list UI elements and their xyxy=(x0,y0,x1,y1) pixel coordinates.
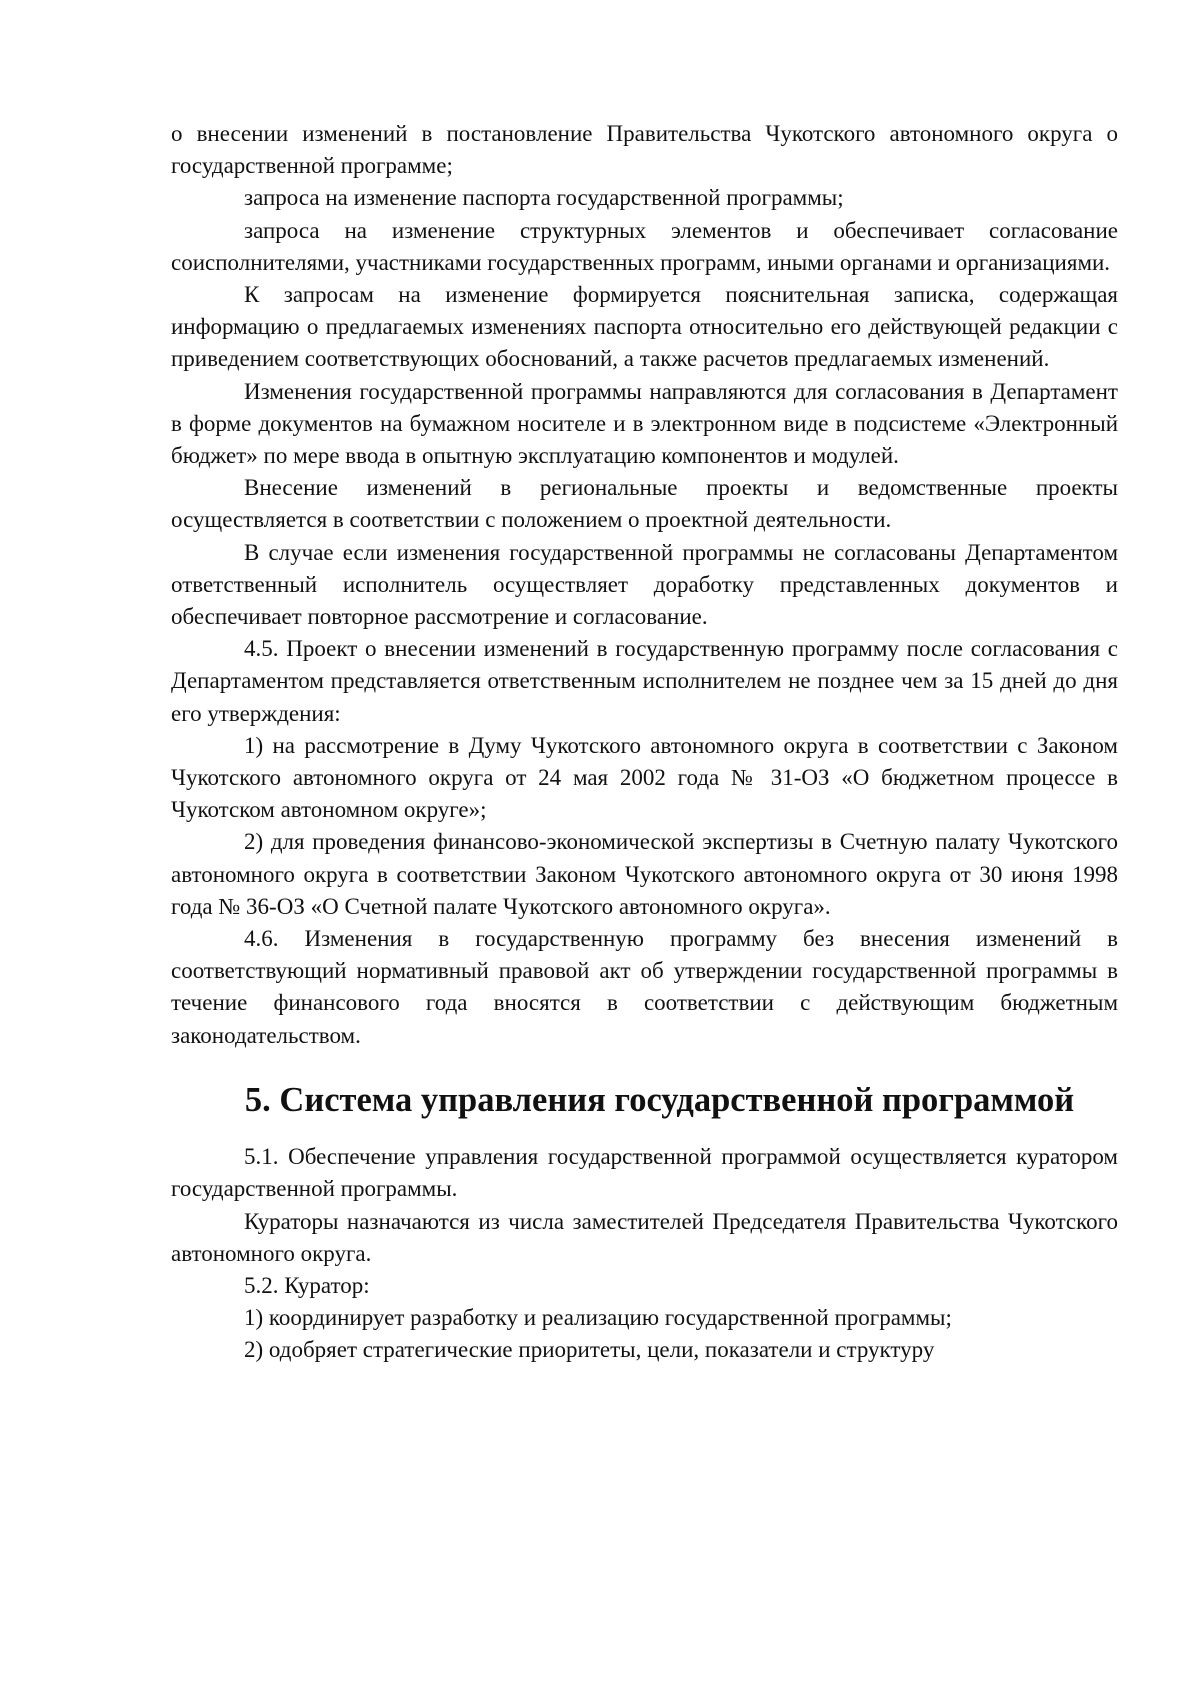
paragraph: о внесении изменений в постановление Правительства Чукотского автономного округа о государственной программе; xyxy=(171,121,1118,179)
paragraph: В случае если изменения государственной программы не согласованы Департаментом ответственный исполнитель осуществляет доработку представленных документов и обеспечивает повторное рассмотрение и согласование. xyxy=(171,539,1118,630)
paragraph: Изменения государственной программы направляются для согласования в Департамент в форме документов на бумажном носителе и в электронном виде в подсистеме «Электронный бюджет» по мере ввода в опытную эксплуатацию компонентов и модулей. xyxy=(171,378,1118,469)
paragraph: К запросам на изменение формируется пояснительная записка, содержащая информацию о предлагаемых изменениях паспорта относительно его действующей редакции с приведением соответствующих обоснований, а также расчетов предлагаемых изменений. xyxy=(171,282,1118,372)
document-page xyxy=(171,118,1118,1367)
paragraph: 4.6. Изменения в государственную программу без внесения изменений в соответствующий нормативный правовой акт об утверждении государственной программы в течение финансового года вносятся в соответствии с действующим бюджетным законодательством. xyxy=(171,926,1118,1048)
paragraph: 1) координирует разработку и реализацию государственной программы; xyxy=(244,1305,952,1331)
paragraph: 4.5. Проект о внесении изменений в государственную программу после согласования с Департаментом представляется ответственным исполнителем не позднее чем за 15 дней до дня его утверждения: xyxy=(171,636,1118,726)
paragraph: Кураторы назначаются из числа заместителей Председателя Правительства Чукотского автономного округа. xyxy=(171,1208,1118,1266)
paragraph: запроса на изменение структурных элементов и обеспечивает согласование соисполнителями, участниками государственных программ, иными органами и организациями. xyxy=(171,217,1118,275)
paragraphs-after-section xyxy=(171,1141,1118,1366)
paragraph: 1) на рассмотрение в Думу Чукотского автономного округа в соответствии с Законом Чукотского автономного округа от 24 мая 2002 года № 31-ОЗ «О бюджетном процессе в Чукотском автономном округе»; xyxy=(171,732,1118,823)
paragraph: 2) для проведения финансово-экономической экспертизы в Счетную палату Чукотского автономного округа в соответствии Законом Чукотского автономного округа от 30 июня 1998 года № 36-ОЗ «О Счетной палате Чукотского автономного округа». xyxy=(171,829,1118,919)
paragraphs-before-section xyxy=(171,118,1118,1052)
section-heading: 5. Система управления государственной программой xyxy=(244,1080,1075,1119)
paragraph: запроса на изменение паспорта государственной программы; xyxy=(244,185,844,211)
paragraph: 5.1. Обеспечение управления государственной программой осуществляется куратором государственной программы. xyxy=(171,1144,1118,1202)
paragraph: Внесение изменений в региональные проекты и ведомственные проекты осуществляется в соответствии с положением о проектной деятельности. xyxy=(171,475,1118,533)
paragraph: 2) одобряет стратегические приоритеты, цели, показатели и структуру xyxy=(244,1337,935,1363)
paragraph: 5.2. Куратор: xyxy=(244,1272,370,1298)
